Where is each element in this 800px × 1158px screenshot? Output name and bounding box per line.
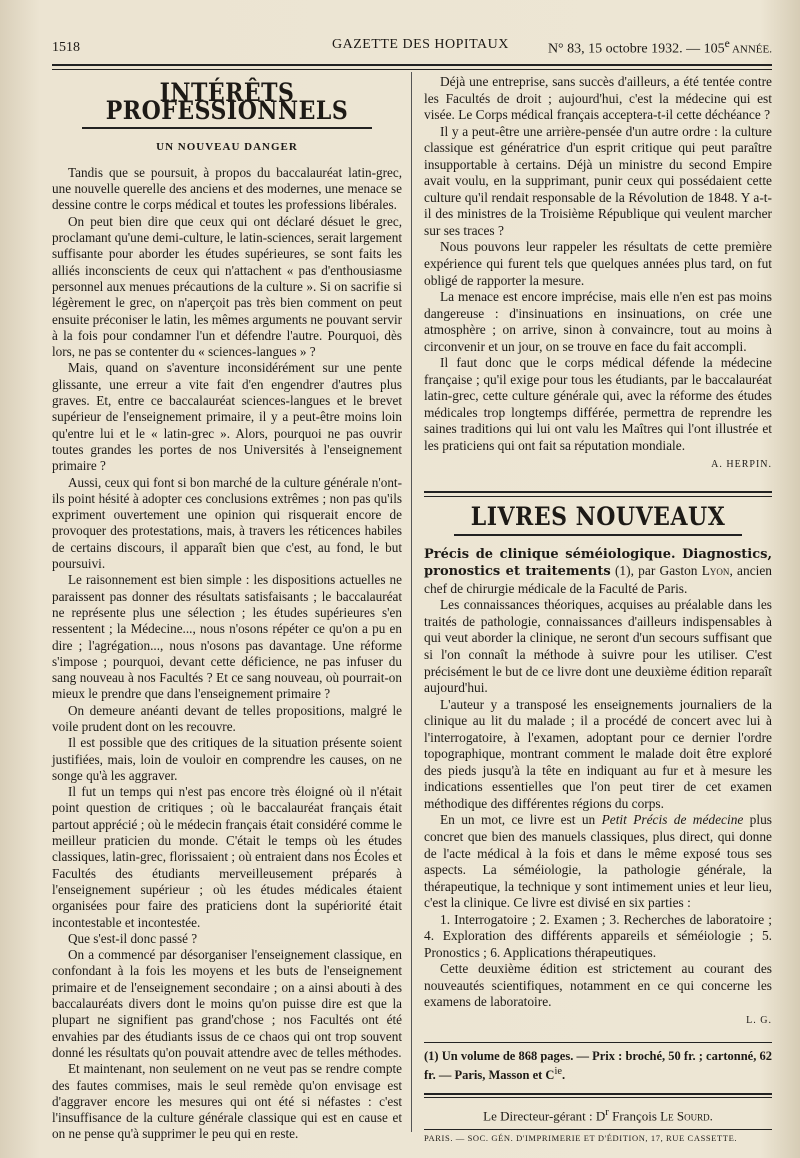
director-surname: Le Sourd [660, 1108, 710, 1124]
article-paragraph: Nous pouvons leur rappeler les résultats de cette première expérience qui furent tels que quelques années plus tard, on fut obligé de rapporter la mesure. [424, 239, 772, 288]
director-line [424, 1104, 772, 1125]
article-paragraph: La menace est encore imprécise, mais elle n'en est pas moins dangereuse : d'insinuations en insinuations, on crée une atmosphère ; on arrive, sinon à convaincre, tout au moins à circonvenir et un jour, on se trouve en face du fait accompli. [424, 289, 772, 354]
director-prefix: Le Directeur-gérant : D [483, 1108, 606, 1124]
column-divider [411, 72, 412, 1132]
issue-info [548, 37, 772, 58]
review-text: plus concret que bien des manuels classiques, plus direct, qui donne de l'acte médical à la fois et dans le même exposé tous ses aspects. La séméiologie, la pathologie générale, la thérapeutique, la technique y sont intimement unies et leur lieu, c'est la clinique. Ce livre est divisé en six parties : [424, 812, 772, 911]
director-name: François [608, 1108, 661, 1124]
director-sup: r [605, 1105, 609, 1118]
article-paragraph: Il y a peut-être une arrière-pensée d'un autre ordre : la culture classique est génératrice d'un esprit critique qui peut paraître insupportable à certains. Déjà un ministre du second Empire avait voulu, en la supprimant, punir ceux qui possédaient cette culture qu'il rendait responsable de la Révolution de 1848. Y a-t-il des ministres de la Troisième République qui veulent marcher sur ses traces ? [424, 123, 772, 238]
left-column [52, 74, 402, 1143]
page-number: 1518 [52, 40, 80, 55]
section-rule [454, 534, 742, 536]
review-paragraph: L'auteur y a transposé les enseignements journaliers de la clinique au lit du malade ; il a procédé de concert avec lui à l'interrogatoire, à l'examen, adoptant pour ce dernier l'ordre topographique, montrant comment le malade doit être exploré des pieds jusqu'à la tête en indiquant au fur et à mesure les indications essentielles que l'on peut tirer de cet examen méthodique des différentes régions du corps. [424, 696, 772, 811]
page-header [52, 36, 772, 60]
review-paragraph [424, 812, 772, 911]
article-paragraph: Il est possible que des critiques de la situation présente soient justifiées, mais, loin de vouloir en comprendre les causes, on ne songe qu'à les aggraver. [52, 735, 402, 783]
footnote-text: (1) Un volume de 868 pages. — Prix : broché, 50 fr. ; cartonné, 62 fr. — Paris, Masson et C [424, 1048, 772, 1082]
footer-rule [424, 1093, 772, 1098]
issue-number: N° 83, 15 octobre 1932. — 105 [547, 41, 725, 57]
review-text: En un mot, ce livre est un [440, 812, 602, 828]
printer-line: PARIS. — SOC. GÉN. D'IMPRIMERIE ET D'ÉDITION, 17, RUE CASSETTE. [424, 1132, 738, 1143]
article-paragraph: Aussi, ceux qui font si bon marché de la culture générale n'ont-ils point hésité à adopter ces conclusions extrêmes ; non pas qu'ils expriment ouvertement une opinion qui risquerait encore de provoquer des protestations, mais, à travers les réticences habiles de certains discours, il apparaît bien que c'est, au fond, le but poursuivi. [52, 474, 402, 572]
review-paragraph: Cette deuxième édition est strictement au courant des nouveautés scientifiques, notamment en ce qui concerne les examens de laboratoire. [424, 961, 772, 1010]
header-rule [52, 64, 772, 66]
article-paragraph: On demeure anéanti devant de telles propositions, malgré le voile prudent dont on les recouvre. [52, 702, 402, 734]
article-author: A. HERPIN. [711, 458, 772, 470]
section-title-livres: LIVRES NOUVEAUX [470, 502, 726, 533]
section-separator [424, 491, 772, 497]
article-paragraph: Et maintenant, non seulement on ne veut pas se rendre compte des fautes commises, mais le seul remède qu'on envisage est d'aggraver encore les mesures qui ont été si néfastes : c'est l'insuffisance de la culture générale classique qui est en cause et on ne pense qu'à supprimer le peu qui en reste. [52, 1061, 402, 1142]
issue-year-suffix: e [724, 37, 730, 50]
book-heading [424, 546, 772, 598]
footnote-end: . [561, 1067, 566, 1082]
article-paragraph: Mais, quand on s'aventure inconsidérément sur une pente glissante, une erreur a vite fait d'en engendrer d'autres plus graves. Et, entre ce baccalauréat sciences-langues et le brevet supérieur de l'enseignement primaire, il y a peut-être moins loin qu'entre lui et le « latin-grec ». Alors, pourquoi ne pas ouvrir toutes grandes les portes de nos Universités à l'enseignement primaire ? [52, 360, 402, 474]
review-author: L. G. [746, 1014, 772, 1026]
section-title-interets: INTÉRÊTS PROFESSIONNELS [105, 77, 349, 127]
article-paragraph: Tandis que se poursuit, à propos du baccalauréat latin-grec, une nouvelle querelle des anciens et des modernes, une menace se dessine contre le corps médical et toutes les professions libérales. [52, 164, 402, 213]
review-italic: Petit Précis de médecine [601, 812, 744, 828]
footnote-sup: ie [554, 1065, 562, 1077]
section-rule [82, 127, 372, 129]
issue-annee: ANNÉE. [729, 43, 772, 56]
article-paragraph: Il faut donc que le corps médical défende la médecine française ; qu'il exige pour tous les étudiants, par le baccalauréat latin-grec, cette culture générale qui, avec la réforme des études médicales trop longtemps différée, permettra de reprendre les saines traditions qui lui ont valu les Maîtres qui l'ont illustrée et les praticiens qui ont fait sa réputation mondiale. [424, 355, 772, 454]
book-ref: (1), par Gaston [610, 563, 702, 579]
director-end: . [709, 1108, 713, 1124]
article-paragraph: Il fut un temps qui n'est pas encore très éloigné où il n'était point question de critiques ; où le baccalauréat français était partout apprécié ; où le médecin français était considéré comme le meilleur praticien du monde. C'était le temps où les études classiques, latin-grec, florissaient ; où entraient dans nos Écoles et Facultés des étudiants merveilleusement préparés à l'enseignement supérieur ; où les études médicales étaient organisées pour faire des praticiens dont la supériorité était incontestable et incontestée. [52, 784, 402, 930]
book-title: Précis de clinique séméiologique. Diagnostics, pronostics et traitements [424, 546, 772, 580]
article-paragraph: Le raisonnement est bien simple : les dispositions actuelles ne paraissent pas donner des résultats satisfaisants ; le baccalauréat ne représente plus une sélection ; les études supérieures s'en ressentent ; la Médecine..., nous n'osons répéter ce qu'on a pu en dire ; l'agrégation..., nous n'osons pas davantage. Une réforme s'impose ; pourquoi, devant cette déficience, ne pas infuser du sang nouveau à nos Facultés ? Et ce sang nouveau, où pourrait-on mieux le prendre que dans l'enseignement primaire ? [52, 572, 402, 702]
book-author: Lyon [701, 563, 730, 579]
footnote-rule [424, 1042, 772, 1043]
review-parts-list: 1. Interrogatoire ; 2. Examen ; 3. Recherches de laboratoire ; 4. Exploration des différents appareils et séméiologie ; 5. Pronostics ; 6. Applications thérapeutiques. [424, 911, 772, 960]
article-paragraph: On a commencé par désorganiser l'enseignement classique, en confondant à la fois les moyens et les buts de l'enseignement primaire et de l'enseignement secondaire ; on a ainsi abouti à des baccalauréats divers dont le moins qu'on puisse dire est que la plupart ne signifient pas grand'chose ; nos Facultés ont été envahies par des étudiants issus de ce chaos qui ont trop souvent donné les résultats qu'on pouvait attendre avec de telles méthodes. [52, 947, 402, 1060]
article-paragraph: Que s'est-il donc passé ? [68, 930, 198, 946]
journal-title: GAZETTE DES HOPITAUX [332, 37, 509, 52]
footnote [424, 1049, 772, 1083]
article-paragraph: Déjà une entreprise, sans succès d'ailleurs, a été tentée contre les Facultés de droit ; aujourd'hui, c'est la médecine qui est visée. Le Corps médical français acceptera-t-il cette déchéance ? [424, 74, 772, 123]
article-paragraph: On peut bien dire que ceux qui ont déclaré désuet le grec, proclamant qu'une demi-culture, le latin-sciences, serait largement suffisante pour aborder les études supérieures, se sont faits les alliés inconscients de ceux qui n'attachent « pas d'enthousiasme personnel aux menues précautions de la culture ». Si on sacrifie si légèrement le grec, on n'aperçoit pas très bien comment on peut ensuite préconiser le latin, les mêmes arguments ne pouvant servir à la fois pour condamner l'un et défendre l'autre. Pourquoi, dès lors, ne pas se contenter du « sciences-langues » ? [52, 213, 402, 360]
book-author-role: , ancien chef de chirurgie médicale de la Faculté de Paris. [424, 563, 772, 596]
header-rule-thin [52, 69, 772, 70]
article-subtitle: UN NOUVEAU DANGER [156, 140, 298, 153]
review-paragraph: Les connaissances théoriques, acquises au préalable dans les traités de pathologie, connaissances d'ailleurs indispensables à qui veut aborder la clinique, ne seront d'un secours suffisant que si l'on connaît la méthode à suivre pour les utiliser. C'est précisément le but de ce livre dont une deuxième édition reparaît aujourd'hui. [424, 597, 772, 696]
right-column [424, 74, 772, 1146]
